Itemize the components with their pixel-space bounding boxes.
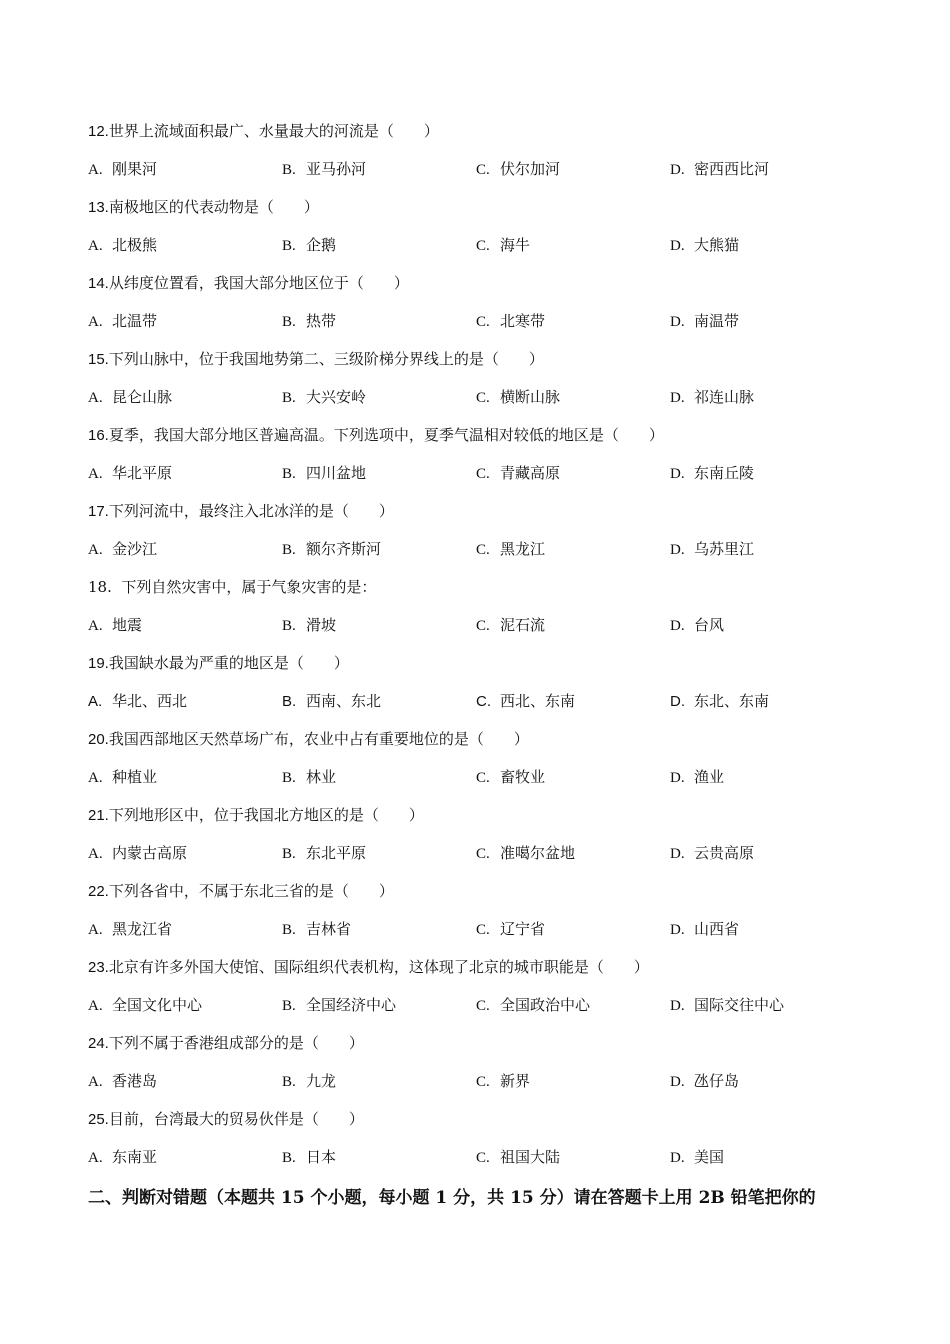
option-d[interactable]: D. 国际交往中心 (670, 996, 785, 1014)
option-a[interactable]: A. 全国文化中心 (88, 996, 203, 1014)
option-a[interactable]: A. 北温带 (88, 312, 158, 330)
option-b[interactable]: B. 滑坡 (282, 616, 337, 634)
option-d[interactable]: D. 东南丘陵 (670, 464, 755, 482)
question-stem-16: 16.夏季，我国大部分地区普遍高温。下列选项中，夏季气温相对较低的地区是（ ） (88, 426, 664, 444)
option-d[interactable]: D. 祁连山脉 (670, 388, 755, 406)
question-stem-21: 21.下列地形区中，位于我国北方地区的是（ ） (88, 806, 424, 824)
question-stem-18: 18. 下列自然灾害中，属于气象灾害的是： (88, 578, 377, 596)
question-options-21 (0, 843, 950, 865)
question-options-18 (0, 615, 950, 637)
option-c[interactable]: C. 伏尔加河 (476, 160, 561, 178)
option-a[interactable]: A. 东南亚 (88, 1148, 158, 1166)
question-stem-15: 15.下列山脉中，位于我国地势第二、三级阶梯分界线上的是（ ） (88, 350, 544, 368)
option-c[interactable]: C. 畜牧业 (476, 768, 546, 786)
option-c[interactable]: C. 黑龙江 (476, 540, 546, 558)
option-b[interactable]: B. 吉林省 (282, 920, 352, 938)
option-b[interactable]: B. 额尔齐斯河 (282, 540, 382, 558)
option-d[interactable]: D. 山西省 (670, 920, 740, 938)
question-stem-24: 24.下列不属于香港组成部分的是（ ） (88, 1034, 364, 1052)
option-a[interactable]: A. 金沙江 (88, 540, 158, 558)
question-options-24 (0, 1071, 950, 1093)
option-c[interactable]: C. 海牛 (476, 236, 531, 254)
option-a[interactable]: A. 刚果河 (88, 160, 158, 178)
option-d[interactable]: D. 渔业 (670, 768, 725, 786)
option-b[interactable]: B. 全国经济中心 (282, 996, 397, 1014)
question-options-22 (0, 919, 950, 941)
option-c[interactable]: C. 横断山脉 (476, 388, 561, 406)
option-a[interactable]: A. 黑龙江省 (88, 920, 173, 938)
option-b[interactable]: B. 亚马孙河 (282, 160, 367, 178)
option-d[interactable]: D. 云贵高原 (670, 844, 755, 862)
question-stem-14: 14.从纬度位置看，我国大部分地区位于（ ） (88, 274, 409, 292)
question-stem-12: 12.世界上流域面积最广、水量最大的河流是（ ） (88, 122, 439, 140)
option-b[interactable]: B. 热带 (282, 312, 337, 330)
option-c[interactable]: C. 青藏高原 (476, 464, 561, 482)
option-a[interactable]: A. 华北平原 (88, 464, 173, 482)
question-options-15 (0, 387, 950, 409)
question-options-13 (0, 235, 950, 257)
question-stem-19: 19.我国缺水最为严重的地区是（ ） (88, 654, 349, 672)
question-options-23 (0, 995, 950, 1017)
question-options-12 (0, 159, 950, 181)
question-stem-13: 13.南极地区的代表动物是（ ） (88, 198, 319, 216)
option-b[interactable]: B. 大兴安岭 (282, 388, 367, 406)
question-options-17 (0, 539, 950, 561)
option-b[interactable]: B. 企鹅 (282, 236, 337, 254)
option-a[interactable]: A. 内蒙古高原 (88, 844, 188, 862)
question-stem-20: 20.我国西部地区天然草场广布，农业中占有重要地位的是（ ） (88, 730, 529, 748)
option-b[interactable]: B. 日本 (282, 1148, 337, 1166)
option-c[interactable]: C. 西北、东南 (476, 692, 576, 710)
question-stem-23: 23.北京有许多外国大使馆、国际组织代表机构，这体现了北京的城市职能是（ ） (88, 958, 649, 976)
option-d[interactable]: D. 美国 (670, 1148, 725, 1166)
option-a[interactable]: A. 昆仑山脉 (88, 388, 173, 406)
option-b[interactable]: B. 西南、东北 (282, 692, 382, 710)
option-d[interactable]: D. 乌苏里江 (670, 540, 755, 558)
option-a[interactable]: A. 香港岛 (88, 1072, 158, 1090)
option-c[interactable]: C. 泥石流 (476, 616, 546, 634)
option-d[interactable]: D. 密西西比河 (670, 160, 770, 178)
question-options-16 (0, 463, 950, 485)
option-c[interactable]: C. 祖国大陆 (476, 1148, 561, 1166)
option-b[interactable]: B. 东北平原 (282, 844, 367, 862)
section-heading: 二、判断对错题（本题共 15 个小题，每小题 1 分，共 15 分）请在答题卡上用 2B 铅笔把你的 (88, 1188, 816, 1208)
question-options-19 (0, 691, 950, 713)
option-a[interactable]: A. 地震 (88, 616, 143, 634)
question-stem-22: 22.下列各省中，不属于东北三省的是（ ） (88, 882, 394, 900)
question-options-25 (0, 1147, 950, 1169)
option-a[interactable]: A. 华北、西北 (88, 692, 188, 710)
option-d[interactable]: D. 台风 (670, 616, 725, 634)
option-c[interactable]: C. 辽宁省 (476, 920, 546, 938)
option-c[interactable]: C. 全国政治中心 (476, 996, 591, 1014)
option-c[interactable]: C. 新界 (476, 1072, 531, 1090)
option-b[interactable]: B. 九龙 (282, 1072, 337, 1090)
option-a[interactable]: A. 种植业 (88, 768, 158, 786)
option-b[interactable]: B. 四川盆地 (282, 464, 367, 482)
option-a[interactable]: A. 北极熊 (88, 236, 158, 254)
option-d[interactable]: D. 东北、东南 (670, 692, 770, 710)
question-stem-25: 25.目前，台湾最大的贸易伙伴是（ ） (88, 1110, 364, 1128)
option-c[interactable]: C. 北寒带 (476, 312, 546, 330)
option-d[interactable]: D. 大熊猫 (670, 236, 740, 254)
option-b[interactable]: B. 林业 (282, 768, 337, 786)
question-options-14 (0, 311, 950, 333)
option-d[interactable]: D. 氹仔岛 (670, 1072, 740, 1090)
option-c[interactable]: C. 准噶尔盆地 (476, 844, 576, 862)
question-stem-17: 17.下列河流中，最终注入北冰洋的是（ ） (88, 502, 394, 520)
option-d[interactable]: D. 南温带 (670, 312, 740, 330)
question-options-20 (0, 767, 950, 789)
